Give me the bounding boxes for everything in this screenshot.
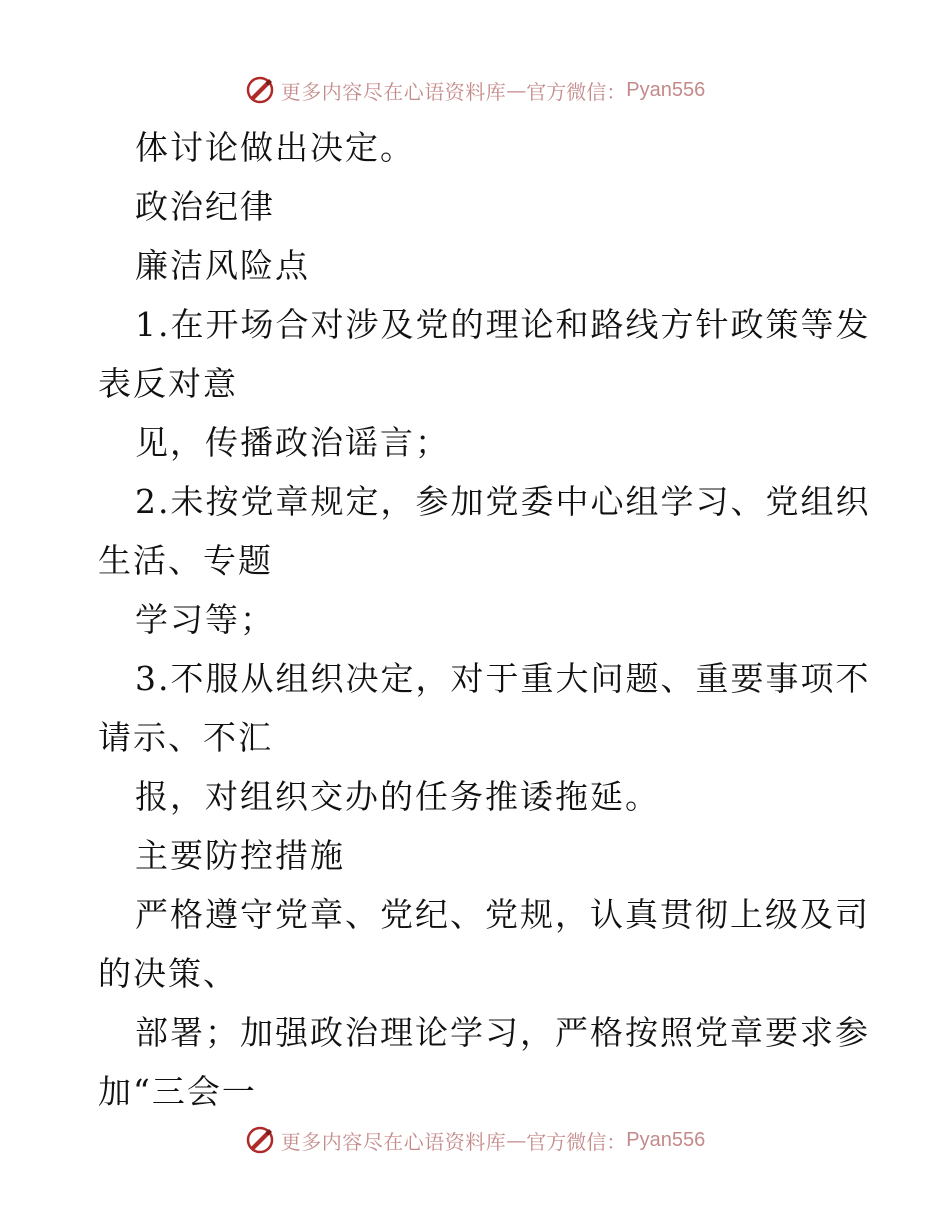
footer-text-label: 官方微信： (526, 1129, 627, 1154)
text-line: 生活、专题 (98, 541, 273, 580)
header-text-label: 官方微信： (526, 79, 627, 104)
text-line: 报，对组织交办的任务推诿拖延。 (135, 777, 660, 816)
document-body (98, 118, 871, 1121)
footer-watermark (0, 1120, 950, 1160)
text-line: 廉洁风险点 (135, 246, 310, 285)
text-line: 3.不服从组织决定，对于重大问题、重要事项不 (135, 659, 871, 698)
header-text-main: 更多内容尽在心语资料库 (280, 79, 507, 104)
text-line: 的决策、 (98, 954, 238, 993)
pen-logo-icon (245, 75, 275, 105)
text-line: 见，传播政治谣言； (135, 423, 450, 462)
text-line: 加“三会一 (98, 1072, 257, 1111)
pen-logo-icon (245, 1125, 275, 1155)
text-line: 部署；加强政治理论学习，严格按照党章要求参 (135, 1013, 870, 1052)
text-line: 表反对意 (98, 364, 238, 403)
footer-text-dash: — (506, 1128, 527, 1152)
text-line: 学习等； (135, 600, 275, 639)
text-line: 主要防控措施 (135, 836, 345, 875)
header-text-dash: — (506, 78, 527, 102)
header-watermark (0, 70, 950, 110)
text-line: 严格遵守党章、党纪、党规，认真贯彻上级及司 (135, 895, 870, 934)
text-line: 体讨论做出决定。 (135, 128, 415, 167)
text-line: 政治纪律 (135, 187, 275, 226)
text-line: 1.在开场合对涉及党的理论和路线方针政策等发 (135, 305, 871, 344)
header-text-id: Pyan556 (626, 78, 706, 101)
text-line: 2.未按党章规定，参加党委中心组学习、党组织 (135, 482, 871, 521)
footer-text-id: Pyan556 (626, 1128, 706, 1151)
text-line: 请示、不汇 (98, 718, 273, 757)
footer-text-main: 更多内容尽在心语资料库 (280, 1129, 507, 1154)
